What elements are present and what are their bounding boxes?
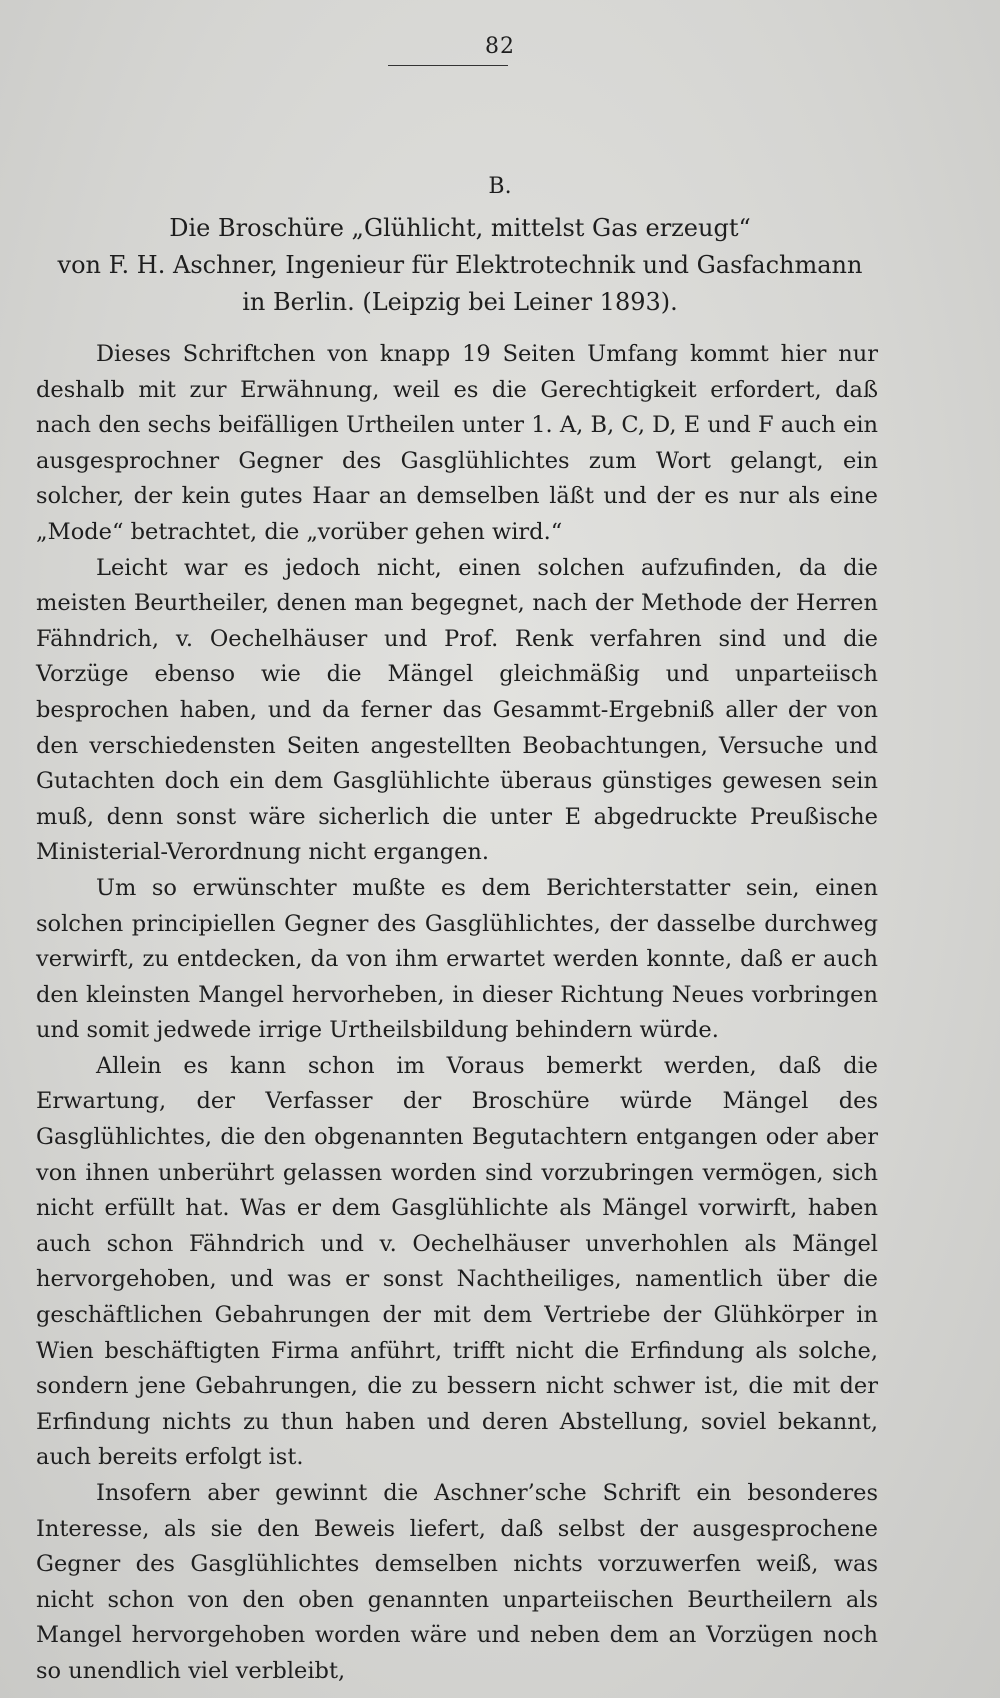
heading-line-3: in Berlin. (Leipzig bei Leiner 1893). <box>242 288 678 316</box>
paragraph-1: Dieses Schriftchen von knapp 19 Seiten Umfang kommt hier nur deshalb mit zur Erwähnung, weil es die Gerechtigkeit erfordert, daß nach den sechs beifälligen Urtheilen unter 1. A, B, C, D, E und F auch ein ausgesprochner Gegner des Gasglühlichtes zum Wort gelangt, ein solcher, der kein gutes Haar an demselben läßt und der es nur als eine „Mode“ betrachtet, die „vorüber gehen wird.“ <box>36 341 878 545</box>
heading-line-2: von F. H. Aschner, Ingenieur für Elektrotechnik und Gasfachmann <box>57 251 863 279</box>
paragraph-2: Leicht war es jedoch nicht, einen solchen aufzufinden, da die meisten Beurtheiler, denen man begegnet, nach der Methode der Herren Fähndrich, v. Oechelhäuser und Prof. Renk verfahren sind und die Vorzüge ebenso wie die Mängel gleichmäßig und unparteiisch besprochen haben, und da ferner das Gesammt-Ergebniß aller der von den verschiedensten Seiten angestellten Beobachtungen, Versuche und Gutachten doch ein dem Gasglühlichte überaus günstiges gewesen sein muß, denn sonst wäre sicherlich die unter E abgedruckte Preußische Ministerial-Verordnung nicht ergangen. <box>36 554 878 866</box>
paragraph-3: Um so erwünschter mußte es dem Berichterstatter sein, einen solchen principiellen Gegner des Gasglühlichtes, der dasselbe durchweg verwirft, zu entdecken, da von ihm erwartet werden konnte, daß er auch den kleinsten Mangel hervorheben, in dieser Richtung Neues vorbringen und somit jedwede irrige Urtheilsbildung behindern würde. <box>36 874 878 1044</box>
paragraph-4: Allein es kann schon im Voraus bemerkt werden, daß die Erwartung, der Verfasser der Broschüre würde Mängel des Gasglühlichtes, die den obgenannten Begutachtern entgangen oder aber von ihnen unberührt gelassen worden sind vorzubringen vermögen, sich nicht erfüllt hat. Was er dem Gasglühlichte als Mängel vorwirft, haben auch schon Fähndrich und v. Oechelhäuser unverhohlen als Mängel hervorgehoben, und was er sonst Nachtheiliges, namentlich über die geschäftlichen Gebahrungen der mit dem Vertriebe der Glühkörper in Wien beschäftigten Firma anführt, trifft nicht die Erfindung als solche, sondern jene Gebahrungen, die zu bessern nicht schwer ist, die mit der Erfindung nichts zu thun haben und deren Abstellung, soviel bekannt, auch bereits erfolgt ist. <box>36 1052 878 1471</box>
header-rule <box>388 65 508 66</box>
section-heading <box>30 210 890 321</box>
page-number: 82 <box>485 34 515 59</box>
paragraph-5: Insofern aber gewinnt die Aschner’sche Schrift ein besonderes Interesse, als sie den Beweis liefert, daß selbst der ausgesprochene Gegner des Gasglühlichtes demselben nichts vorzuwerfen weiß, was nicht schon von den oben genannten unparteiischen Beurtheilern als Mangel hervorgehoben worden wäre und neben dem an Vorzügen noch so unendlich viel verbleibt, <box>36 1480 878 1684</box>
section-letter: B. <box>488 174 512 199</box>
body-text <box>36 337 878 1690</box>
heading-line-1: Die Broschüre „Glühlicht, mittelst Gas erzeugt“ <box>169 214 751 242</box>
